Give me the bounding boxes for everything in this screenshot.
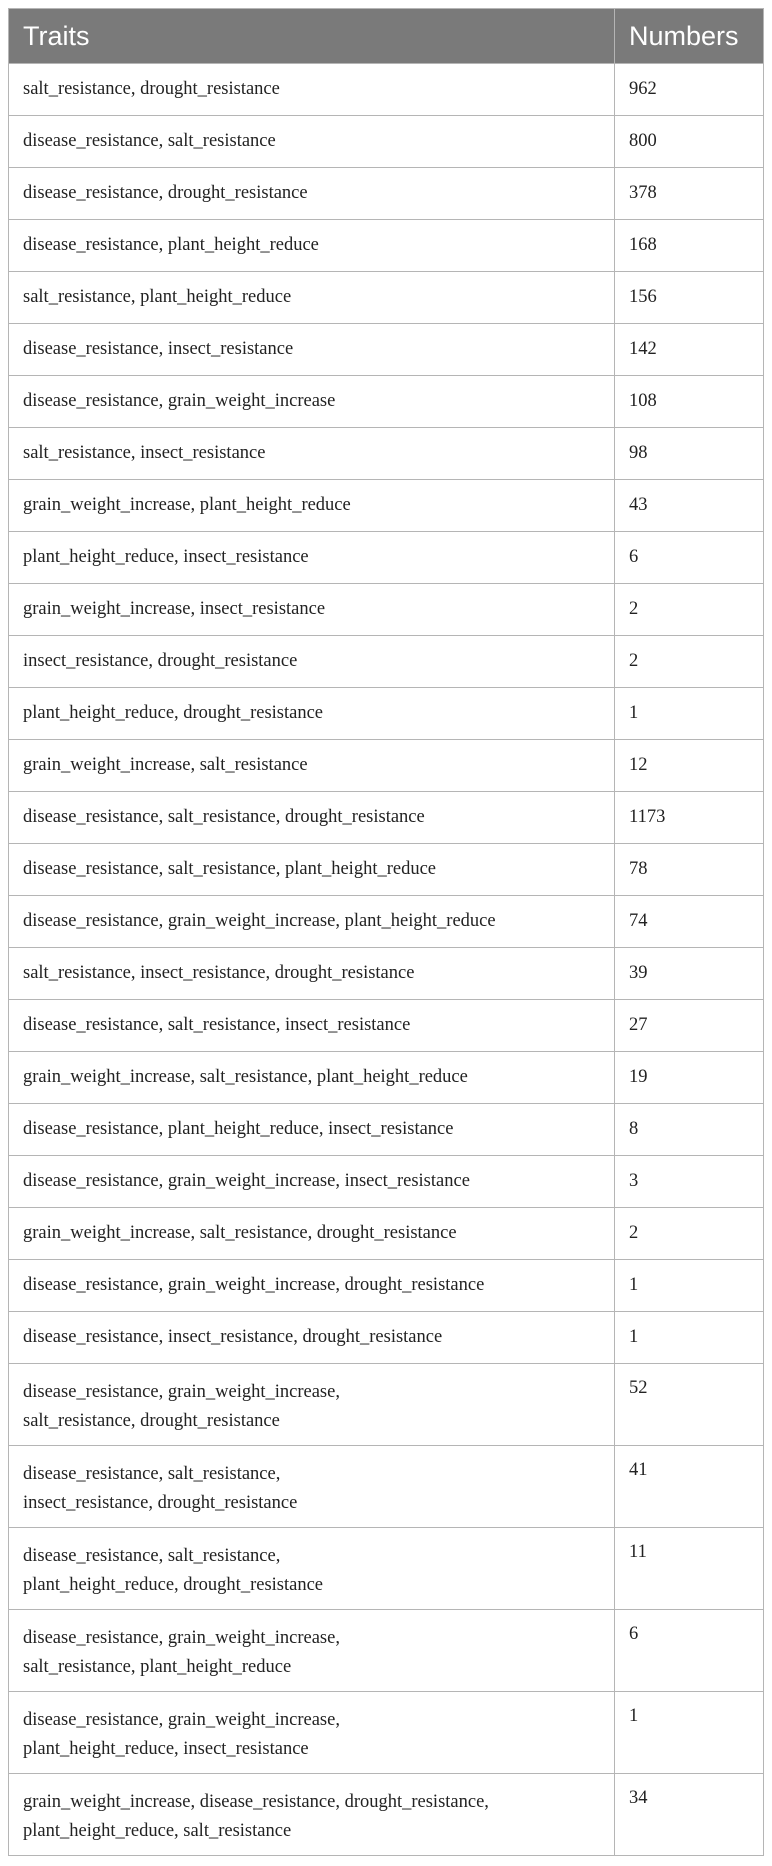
table-row [9,428,764,480]
number-cell: 11 [615,1528,764,1610]
table-row [9,1692,764,1774]
traits-text: salt_resistance, insect_resistance, drought_resistance [23,963,415,983]
traits-text: disease_resistance, grain_weight_increase, [23,1710,340,1730]
number-cell: 6 [615,1610,764,1692]
number-cell: 52 [615,1364,764,1446]
traits-text: disease_resistance, insect_resistance [23,339,294,359]
number-cell: 1 [615,688,764,740]
traits-cell [9,1104,615,1156]
table-row [9,324,764,376]
table-row [9,896,764,948]
traits-cell [9,1692,615,1774]
table-row [9,1528,764,1610]
table-row [9,1446,764,1528]
traits-text: disease_resistance, plant_height_reduce, insect_resistance [23,1119,454,1139]
traits-text: disease_resistance, grain_weight_increase, insect_resistance [23,1171,470,1191]
traits-text: plant_height_reduce, salt_resistance [23,1821,292,1841]
traits-cell [9,64,615,116]
traits-table [8,8,764,1856]
number-cell: 800 [615,116,764,168]
traits-text: salt_resistance, drought_resistance [23,79,280,99]
table-row [9,688,764,740]
table-row [9,168,764,220]
traits-text: disease_resistance, drought_resistance [23,183,308,203]
traits-cell [9,896,615,948]
number-cell: 12 [615,740,764,792]
traits-text: disease_resistance, grain_weight_increase, [23,1628,340,1648]
table-row [9,376,764,428]
traits-text: insect_resistance, drought_resistance [23,1493,298,1513]
traits-text: plant_height_reduce, drought_resistance [23,703,324,723]
table-row [9,1260,764,1312]
table-row [9,844,764,896]
traits-text: insect_resistance, drought_resistance [23,651,298,671]
number-cell: 74 [615,896,764,948]
traits-cell [9,1260,615,1312]
traits-cell [9,844,615,896]
number-cell: 1173 [615,792,764,844]
number-cell: 43 [615,480,764,532]
traits-text: grain_weight_increase, disease_resistance, drought_resistance, [23,1792,489,1812]
number-cell: 1 [615,1692,764,1774]
traits-text: salt_resistance, insect_resistance [23,443,266,463]
traits-text: plant_height_reduce, insect_resistance [23,547,309,567]
traits-text: disease_resistance, grain_weight_increase [23,391,336,411]
traits-cell [9,272,615,324]
number-cell: 108 [615,376,764,428]
traits-text: salt_resistance, plant_height_reduce [23,1657,292,1677]
number-cell: 1 [615,1260,764,1312]
number-cell: 6 [615,532,764,584]
traits-cell [9,220,615,272]
number-cell: 8 [615,1104,764,1156]
table-row [9,1774,764,1856]
traits-cell [9,792,615,844]
traits-cell [9,740,615,792]
traits-cell [9,324,615,376]
table-row [9,1364,764,1446]
table-row [9,948,764,1000]
table-row [9,272,764,324]
number-cell: 2 [615,636,764,688]
traits-cell [9,116,615,168]
table-row [9,64,764,116]
number-cell: 156 [615,272,764,324]
traits-text: plant_height_reduce, drought_resistance [23,1575,324,1595]
traits-cell [9,1364,615,1446]
number-cell: 378 [615,168,764,220]
traits-cell [9,1610,615,1692]
table-row [9,792,764,844]
number-cell: 19 [615,1052,764,1104]
traits-text: grain_weight_increase, salt_resistance [23,755,308,775]
traits-text: salt_resistance, plant_height_reduce [23,287,292,307]
traits-cell [9,168,615,220]
traits-text: plant_height_reduce, insect_resistance [23,1739,309,1759]
number-cell: 41 [615,1446,764,1528]
number-cell: 39 [615,948,764,1000]
traits-text: disease_resistance, plant_height_reduce [23,235,319,255]
table-row [9,1000,764,1052]
traits-text: disease_resistance, salt_resistance [23,131,276,151]
table-row [9,1208,764,1260]
table-row [9,1312,764,1364]
traits-cell [9,376,615,428]
traits-cell [9,1528,615,1610]
number-cell: 34 [615,1774,764,1856]
traits-text: salt_resistance, drought_resistance [23,1411,280,1431]
table-header-row [9,9,764,64]
traits-cell [9,688,615,740]
table-row [9,1052,764,1104]
table-row [9,116,764,168]
traits-text: disease_resistance, grain_weight_increase, [23,1382,340,1402]
traits-text: grain_weight_increase, plant_height_reduce [23,495,351,515]
table-row [9,636,764,688]
number-cell: 2 [615,584,764,636]
number-cell: 3 [615,1156,764,1208]
traits-text: disease_resistance, insect_resistance, drought_resistance [23,1327,443,1347]
number-cell: 27 [615,1000,764,1052]
traits-text: disease_resistance, salt_resistance, drought_resistance [23,807,425,827]
header-numbers: Numbers [615,9,764,64]
traits-text: disease_resistance, salt_resistance, [23,1464,281,1484]
traits-cell [9,948,615,1000]
traits-text: grain_weight_increase, salt_resistance, drought_resistance [23,1223,457,1243]
traits-cell [9,1156,615,1208]
traits-cell [9,480,615,532]
table-row [9,480,764,532]
header-traits: Traits [9,9,615,64]
traits-text: disease_resistance, salt_resistance, [23,1546,281,1566]
traits-cell [9,428,615,480]
traits-table-container [8,8,763,1856]
traits-cell [9,1000,615,1052]
table-row [9,220,764,272]
number-cell: 2 [615,1208,764,1260]
traits-text: disease_resistance, salt_resistance, insect_resistance [23,1015,411,1035]
number-cell: 168 [615,220,764,272]
number-cell: 142 [615,324,764,376]
table-row [9,532,764,584]
table-row [9,584,764,636]
traits-text: disease_resistance, grain_weight_increase, drought_resistance [23,1275,485,1295]
number-cell: 962 [615,64,764,116]
table-row [9,740,764,792]
traits-text: grain_weight_increase, insect_resistance [23,599,326,619]
traits-text: disease_resistance, grain_weight_increase, plant_height_reduce [23,911,496,931]
traits-cell [9,636,615,688]
traits-text: disease_resistance, salt_resistance, plant_height_reduce [23,859,437,879]
traits-cell [9,1774,615,1856]
table-row [9,1156,764,1208]
table-row [9,1104,764,1156]
table-body [9,64,764,1856]
traits-cell [9,1052,615,1104]
traits-text: grain_weight_increase, salt_resistance, plant_height_reduce [23,1067,468,1087]
traits-cell [9,1208,615,1260]
number-cell: 78 [615,844,764,896]
traits-cell [9,1312,615,1364]
traits-cell [9,532,615,584]
traits-cell [9,584,615,636]
number-cell: 98 [615,428,764,480]
table-row [9,1610,764,1692]
number-cell: 1 [615,1312,764,1364]
traits-cell [9,1446,615,1528]
